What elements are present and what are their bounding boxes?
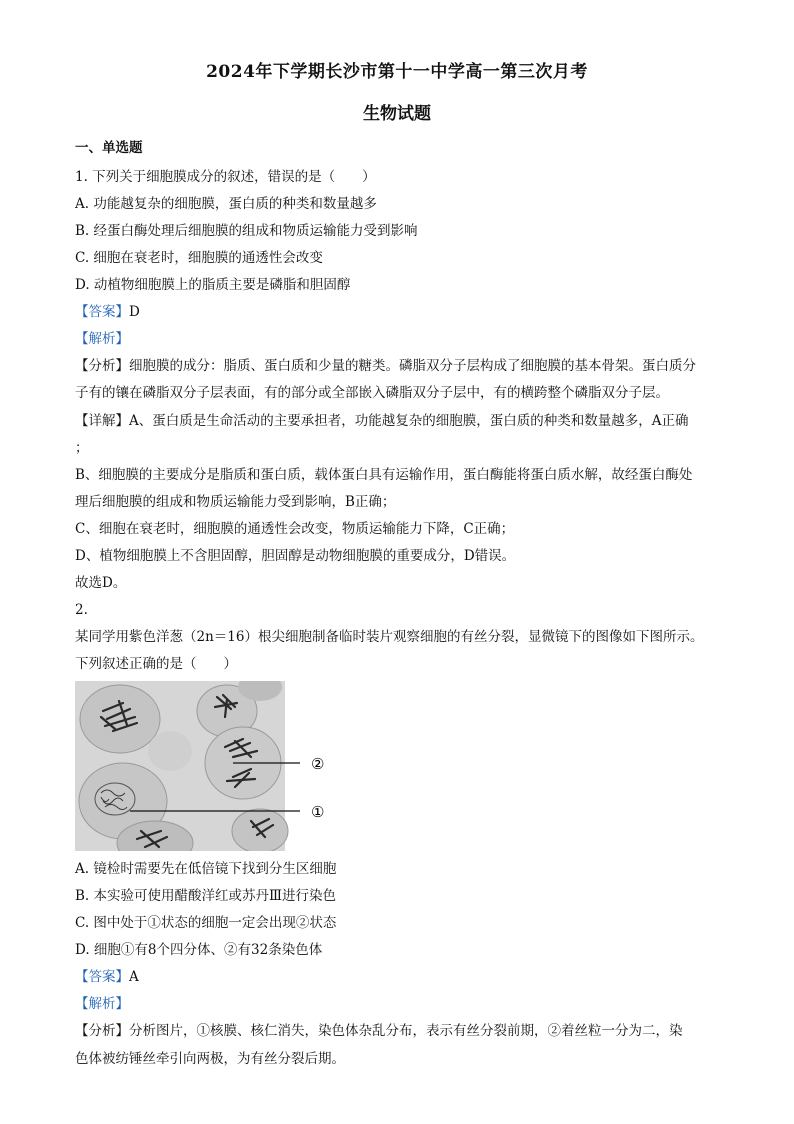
answer-tag: 【答案】	[75, 969, 129, 985]
xiangjie-tag: 【详解】	[75, 413, 129, 429]
q2-option-a: A. 镜检时需要先在低倍镜下找到分生区细胞	[75, 861, 337, 877]
exam-title: 2024年下学期长沙市第十一中学高一第三次月考	[206, 62, 588, 82]
q1-detail-a-line-2: ；	[75, 440, 89, 456]
analysis-tag: 【解析】	[75, 331, 129, 347]
micrograph-image	[75, 681, 333, 851]
q2-answer	[75, 967, 725, 987]
q1-analysis-tag	[75, 329, 725, 349]
q1-option-c: C. 细胞在衰老时，细胞膜的通透性会改变	[75, 250, 323, 266]
analysis-tag: 【解析】	[75, 996, 129, 1012]
micrograph-figure	[75, 681, 333, 851]
q2-option-d: D. 细胞①有8个四分体、②有32条染色体	[75, 942, 323, 958]
q2-option-c: C. 图中处于①状态的细胞一定会出现②状态	[75, 915, 337, 931]
q1-option-d: D. 动植物细胞膜上的脂质主要是磷脂和胆固醇	[75, 277, 351, 293]
fenxi-text: 细胞膜的成分：脂质、蛋白质和少量的糖类。磷脂双分子层构成了细胞膜的基本骨架。蛋白质分	[129, 358, 696, 374]
fenxi-tag: 【分析】	[75, 1023, 129, 1039]
q1-answer	[75, 302, 725, 322]
q2-stem-line-2: 下列叙述正确的是（ ）	[75, 656, 237, 672]
q1-detail-a-line-1	[75, 411, 725, 431]
q1-option-a: A. 功能越复杂的细胞膜，蛋白质的种类和数量越多	[75, 196, 377, 212]
answer-tag: 【答案】	[75, 304, 129, 320]
fenxi-text: 分析图片，①核膜、核仁消失，染色体杂乱分布，表示有丝分裂前期，②着丝粒一分为二，染	[129, 1023, 683, 1039]
figure-label-2: ②	[311, 755, 325, 773]
q1-detail-b-line-1: B、细胞膜的主要成分是脂质和蛋白质，载体蛋白具有运输作用，蛋白酶能将蛋白质水解，故经蛋白酶处	[75, 467, 693, 483]
answer-value: A	[129, 969, 139, 985]
q2-fenxi-line-1	[75, 1021, 725, 1041]
q2-stem-line-1: 某同学用紫色洋葱（2n＝16）根尖细胞制备临时装片观察细胞的有丝分裂，显微镜下的图像如下图所示。	[75, 629, 704, 645]
q1-fenxi-line-2: 子有的镶在磷脂双分子层表面，有的部分或全部嵌入磷脂双分子层中，有的横跨整个磷脂双分子层。	[75, 385, 669, 401]
q2-analysis-tag	[75, 994, 725, 1014]
q1-detail-b-line-2: 理后细胞膜的组成和物质运输能力受到影响，B正确；	[75, 494, 396, 510]
answer-value: D	[129, 304, 140, 320]
q1-option-b: B. 经蛋白酶处理后细胞膜的组成和物质运输能力受到影响	[75, 223, 418, 239]
q1-conclusion: 故选D。	[75, 575, 127, 591]
q2-fenxi-line-2: 色体被纺锤丝牵引向两极，为有丝分裂后期。	[75, 1051, 345, 1067]
q1-stem: 1. 下列关于细胞膜成分的叙述，错误的是（ ）	[75, 169, 376, 185]
fenxi-tag: 【分析】	[75, 358, 129, 374]
section-heading: 一、单选题	[75, 140, 143, 156]
figure-label-1: ①	[311, 803, 325, 821]
q2-option-b: B. 本实验可使用醋酸洋红或苏丹Ⅲ进行染色	[75, 888, 337, 904]
q1-detail-c: C、细胞在衰老时，细胞膜的通透性会改变，物质运输能力下降，C正确；	[75, 521, 515, 537]
detail-a-text: A、蛋白质是生命活动的主要承担者，功能越复杂的细胞膜，蛋白质的种类和数量越多，A正确	[129, 413, 689, 429]
q1-fenxi-line-1	[75, 356, 725, 376]
q2-number: 2.	[75, 602, 88, 618]
q1-detail-d: D、植物细胞膜上不含胆固醇，胆固醇是动物细胞膜的重要成分，D错误。	[75, 548, 516, 564]
exam-subtitle: 生物试题	[363, 104, 431, 124]
